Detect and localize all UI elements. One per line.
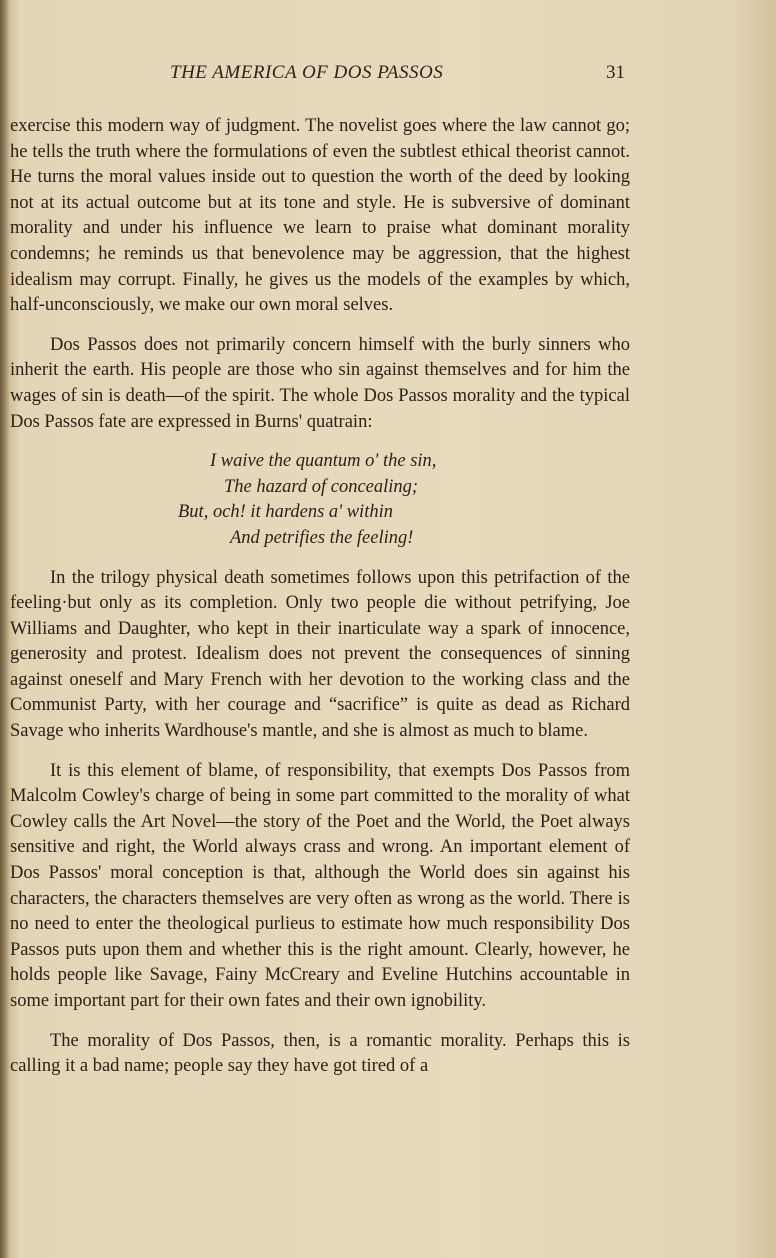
- paragraph-continued: exercise this modern way of judgment. The novelist goes where the law cannot go; he tells the truth where the formulations of even the subtlest ethical theorist cannot. He turns the moral values inside out to question the worth of the deed by looking not at its actual outcome but at its tone and style. He is subversive of dominant morality and under his influence we learn to praise what dominant morality condemns; he reminds us that benevolence may be aggression, that the highest idealism may corrupt. Finally, he gives us the models of the examples by which, half-unconsciously, we make our own moral selves.: [10, 116, 630, 316]
- page-number: 31: [606, 62, 625, 83]
- verse-line: I waive the quantum o' the sin,: [210, 451, 437, 472]
- body-text: [10, 114, 630, 1094]
- paragraph-dos-passos-sinners: Dos Passos does not primarily concern himself with the burly sinners who inherit the earth. His people are those who sin against themselves and for him the wages of sin is death—of the spirit. The whole Dos Passos morality and the typical Dos Passos fate are expressed in Burns' quatrain:: [10, 334, 630, 432]
- running-title: THE AMERICA OF DOS PASSOS: [170, 62, 444, 83]
- spine-shadow: [0, 0, 10, 1258]
- paragraph-romantic-morality: The morality of Dos Passos, then, is a romantic morality. Perhaps this is calling it a bad name; people say they have got tired of a: [10, 1030, 630, 1077]
- burns-quatrain: [10, 449, 630, 551]
- paragraph-trilogy: In the trilogy physical death sometimes follows upon this petrifaction of the feeling·but only as its completion. Only two people die without petrifying, Joe Williams and Daughter, who kept in their inarticulate way a spark of innocence, generosity and protest. Idealism does not prevent the consequences of sinning against oneself and Mary French with her devotion to the working class and the Communist Party, with her courage and “sacrifice” is quite as dead as Richard Savage who inherits Wardhouse's mantle, and she is almost as much to blame.: [10, 567, 630, 742]
- running-head: [0, 62, 776, 92]
- verse-line: And petrifies the feeling!: [230, 527, 414, 548]
- verse-line: But, och! it hardens a' within: [178, 502, 393, 523]
- paragraph-blame: It is this element of blame, of responsibility, that exempts Dos Passos from Malcolm Cowley's charge of being in some part committed to the morality of what Cowley calls the Art Novel—the story of the Poet and the World, the Poet always sensitive and right, the World always crass and wrong. An important element of Dos Passos' moral conception is that, although the World does sin against his characters, the characters themselves are very often as wrong as the world. There is no need to enter the theological purlieus to estimate how much responsibility Dos Passos puts upon them and whether this is the right amount. Clearly, however, he holds people like Savage, Fainy McCreary and Eveline Hutchins accountable in some important part for their own fates and their own ignobility.: [10, 760, 630, 1011]
- verse-line: The hazard of concealing;: [224, 476, 419, 497]
